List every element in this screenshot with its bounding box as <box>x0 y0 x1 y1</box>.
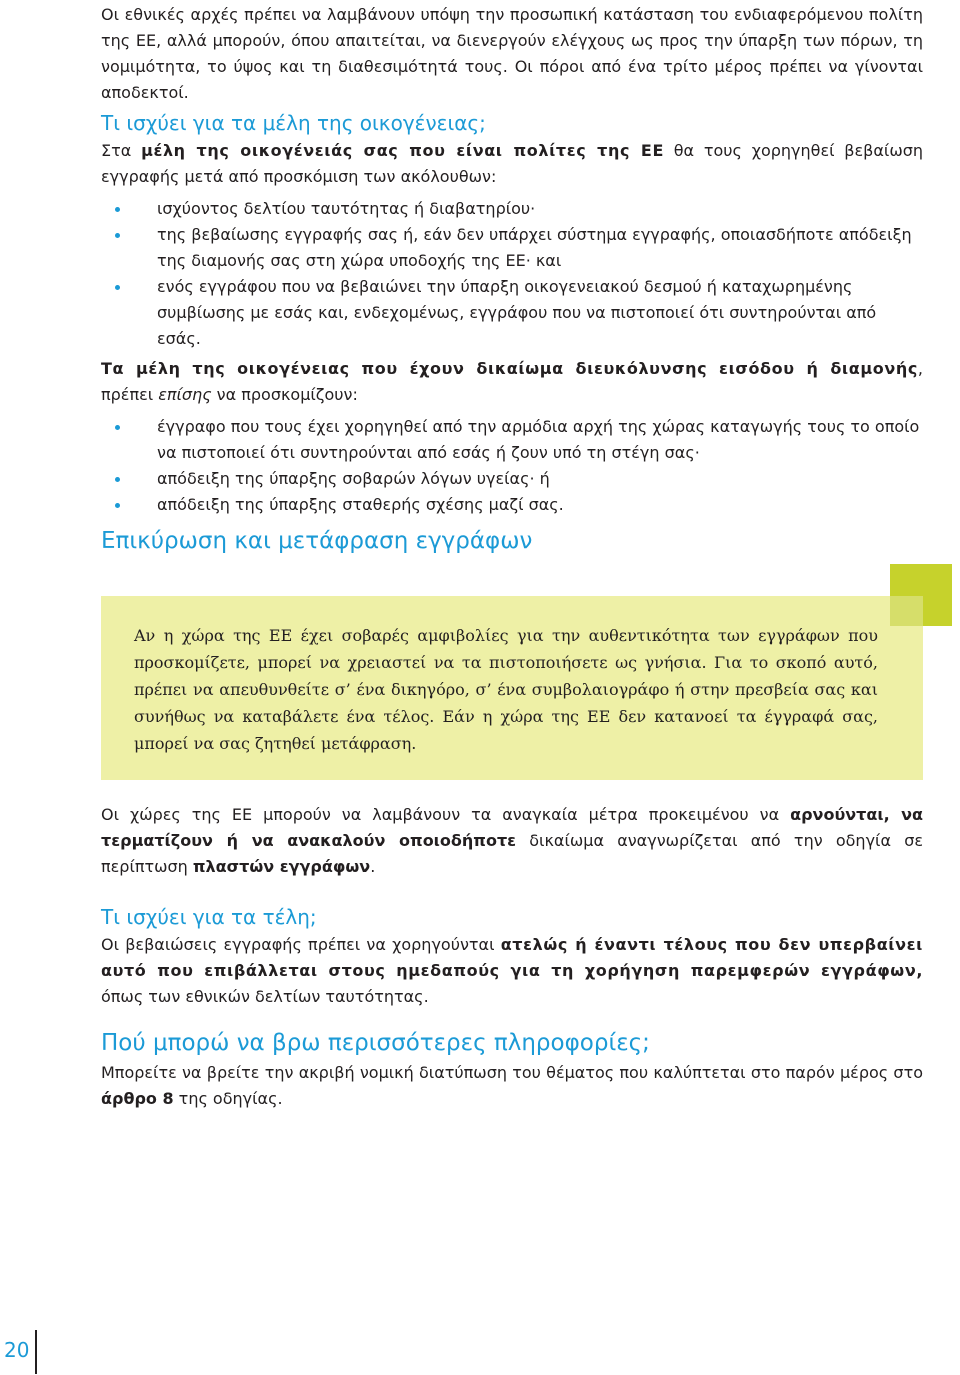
bullet-icon <box>115 285 120 290</box>
list-item: ισχύοντος δελτίου ταυτότητας ή διαβατηρίου· <box>101 196 923 222</box>
info-box-text: Αν η χώρα της ΕΕ έχει σοβαρές αμφιβολίες για την αυθεντικότητα των εγγράφων που προσκομίζετε, μπορεί να χρειαστεί να τα πιστοποιήσετε ως γνήσια. Για το σκοπό αυτό, πρέπει να απευθυνθείτε σ’ ένα δικηγόρο, σ’ ένα συμβολαιογράφο ή στην πρεσβεία σας και συνήθως να καταβάλετε ένα τέλος. Εάν η χώρα της ΕΕ δεν κατανοεί τα έγγραφά σας, μπορεί να σας ζητηθεί μετάφραση. <box>134 626 878 753</box>
info-box <box>101 596 923 780</box>
bullet-icon <box>115 425 120 430</box>
page-content <box>101 0 923 558</box>
bullet-icon <box>115 477 120 482</box>
fraud-paragraph: Οι χώρες της ΕΕ μπορούν να λαμβάνουν τα αναγκαία μέτρα προκειμένου να αρνούνται, να τερματίζουν ή να ανακαλούν οποιοδήποτε δικαίωμα αναγνωρίζεται από την οδηγία σε περίπτωση πλαστών εγγράφων. <box>101 805 924 876</box>
more-info-heading: Πού μπορώ να βρω περισσότερες πληροφορίες; <box>101 1030 650 1056</box>
page-number: 20 <box>4 1338 30 1362</box>
intro-paragraph: Οι εθνικές αρχές πρέπει να λαμβάνουν υπόψη την προσωπική κατάσταση του ενδιαφερόμενου πολίτη της ΕΕ, αλλά μπορούν, όπου απαιτείται, να διενεργούν ελέγχους ως προς την ύπαρξη των πόρων, τη νομιμότητα, το ύψος και τη διαθεσιμότητά τους. Οι πόροι από ένα τρίτο μέρος πρέπει να γίνονται αποδεκτοί. <box>101 5 923 102</box>
list-item: της βεβαίωσης εγγραφής σας ή, εάν δεν υπάρχει σύστημα εγγραφής, οποιασδήποτε απόδειξη της διαμονής σας στη χώρα υποδοχής της ΕΕ· και <box>101 222 923 274</box>
legalisation-heading: Επικύρωση και μετάφραση εγγράφων <box>101 528 533 554</box>
list-item: έγγραφο που τους έχει χορηγηθεί από την αρμόδια αρχή της χώρας καταγωγής τους το οποίο να πιστοποιεί ότι συντηρούνται από εσάς ή ζουν υπό τη στέγη σας· <box>101 414 923 466</box>
bullet-icon <box>115 207 120 212</box>
facilitated-members-paragraph: Τα μέλη της οικογένειας που έχουν δικαίωμα διευκόλυνσης εισόδου ή διαμονής, πρέπει επίσης να προσκομίζουν: <box>101 359 923 404</box>
bullet-icon <box>115 233 120 238</box>
fees-paragraph: Οι βεβαιώσεις εγγραφής πρέπει να χορηγούνται ατελώς ή έναντι τέλους που δεν υπερβαίνει αυτό που επιβάλλεται στους ημεδαπούς για τη χορήγηση παρεμφερών εγγράφων, όπως των εθνικών δελτίων ταυτότητας. <box>101 935 923 1006</box>
list-item: ενός εγγράφου που να βεβαιώνει την ύπαρξη οικογενειακού δεσμού ή καταχωρημένης συμβίωσης με εσάς και, ενδεχομένως, εγγράφου που να πιστοποιεί ότι συντηρούνται από εσάς. <box>101 274 923 352</box>
bullet-icon <box>115 503 120 508</box>
page-number-divider <box>35 1330 37 1374</box>
family-members-heading: Τι ισχύει για τα μέλη της οικογένειας; <box>101 111 486 135</box>
additional-documents-list <box>101 414 923 518</box>
list-item: απόδειξη της ύπαρξης σοβαρών λόγων υγείας· ή <box>101 466 923 492</box>
required-documents-list <box>101 196 923 352</box>
family-members-paragraph: Στα μέλη της οικογένειάς σας που είναι πολίτες της ΕΕ θα τους χορηγηθεί βεβαίωση εγγραφής μετά από προσκόμιση των ακόλουθων: <box>101 141 924 186</box>
more-info-paragraph: Μπορείτε να βρείτε την ακριβή νομική διατύπωση του θέματος που καλύπτεται στο παρόν μέρος στο άρθρο 8 της οδηγίας. <box>101 1063 923 1108</box>
accent-square-overlap <box>890 596 923 626</box>
list-item: απόδειξη της ύπαρξης σταθερής σχέσης μαζί σας. <box>101 492 923 518</box>
fees-heading: Τι ισχύει για τα τέλη; <box>101 905 317 929</box>
page-content-lower <box>101 802 923 1112</box>
